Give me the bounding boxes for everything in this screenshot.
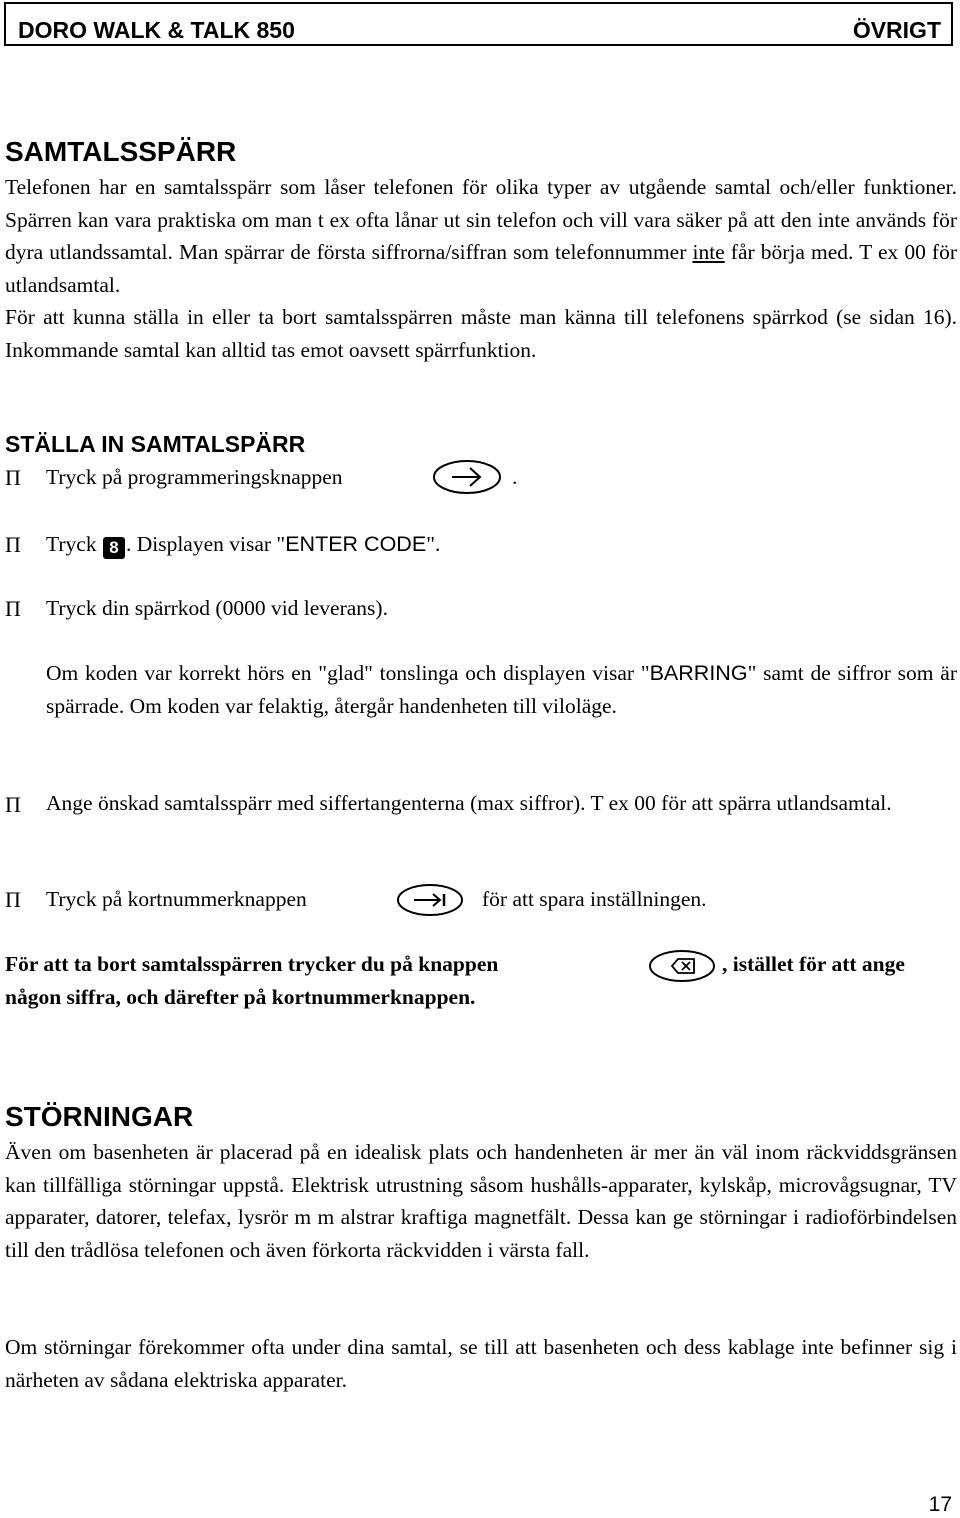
step-3-note — [46, 657, 957, 722]
p1-underlined-word: inte — [692, 240, 725, 264]
step-5-end: för att spara inställningen. — [482, 887, 707, 911]
bullet-1: Π — [5, 465, 21, 490]
step-3-note-pre: Om koden var korrekt hörs en "glad" tonslinga och displayen visar " — [46, 661, 650, 685]
section-title-stalla-in: STÄLLA IN SAMTALSPÄRR — [5, 431, 306, 457]
program-arrow-icon — [432, 459, 502, 495]
storningar-paragraph-2: Om störningar förekommer ofta under dina samtal, se till att basenheten och dess kablage inte befinner sig i närheten av sådana elektriska apparater. — [5, 1335, 957, 1392]
remove-line-2: någon siffra, och därefter på kortnummerknappen. — [5, 985, 476, 1009]
display-text-barring: BARRING — [649, 661, 748, 685]
step-4-text: Ange önskad samtalsspärr med siffertangenterna (max siffror). T ex 00 för att spärra utlandsamtal. — [46, 791, 892, 815]
step-2-end: ". — [426, 532, 441, 556]
bullet-5: Π — [5, 887, 21, 912]
remove-line-1-pre: För att ta bort samtalsspärren trycker du på knappen — [5, 952, 499, 976]
bullet-3: Π — [5, 596, 21, 621]
remove-line-1-post: , istället för att ange — [722, 952, 905, 976]
step-5-text: Tryck på kortnummerknappen — [46, 887, 307, 911]
speed-dial-arrow-icon — [396, 882, 464, 918]
section-title-storningar: STÖRNINGAR — [5, 1101, 194, 1132]
delete-x-icon — [648, 948, 716, 984]
storningar-paragraph-1: Även om basenheten är placerad på en idealisk plats och handenheten är mer än väl inom räckviddsgränsen kan tillfälliga störningar uppstå. Elektrisk utrustning såsom hushålls-apparater, kylskåp, microvågsugnar, TV apparater, datorer, telefax, lysrör m m alstrar kraftiga magnetfält. Dessa kan ge störningar i radioförbindelsen till den trådlösa telefonen och även förkorta räckvidden i värsta fall. — [5, 1140, 957, 1262]
display-text-enter-code: ENTER CODE — [285, 532, 427, 556]
page-number: 17 — [928, 1493, 952, 1516]
step-3-note-post: " samt de siffror som är spärrade. Om koden var felaktig, återgår handenheten till viloläge. — [46, 661, 957, 718]
bullet-2: Π — [5, 532, 21, 557]
step-2-text — [46, 534, 440, 559]
step-2-post: . Displayen visar " — [125, 532, 286, 556]
p1-text-end: får börja med. T ex 00 för utlandsamtal. — [5, 240, 957, 297]
samtalssparr-paragraph-2: För att kunna ställa in eller ta bort samtalsspärren måste man känna till telefonens spärrkod (se sidan 16). Inkommande samtal kan alltid tas emot oavsett spärrfunktion. — [5, 305, 957, 362]
step-2-pre: Tryck — [46, 532, 97, 556]
header-section-name: ÖVRIGT — [852, 17, 941, 43]
header-product-name: DORO WALK & TALK 850 — [18, 17, 295, 43]
step-1-text: Tryck på programmeringsknappen — [46, 465, 343, 489]
p1-text-start: Telefonen har en samtalsspärr som låser telefonen för olika typer av utgående samtal och/eller funktioner. Spärren kan vara praktiska om man t ex ofta lånar ut sin telefon och vill vara säker på att den inte används för dyra utlandssamtal. Man spärrar de första siffrorna/siffran som telefonnummer — [5, 175, 957, 264]
step-1-period: . — [512, 465, 518, 489]
step-3-text: Tryck din spärrkod (0000 vid leverans). — [46, 596, 388, 620]
bullet-4: Π — [5, 792, 21, 817]
section-title-samtalssparr: SAMTALSSPÄRR — [5, 136, 237, 167]
samtalssparr-paragraph-1 — [5, 171, 957, 301]
key-8-icon: 8 — [103, 537, 125, 559]
page-header — [4, 2, 953, 46]
